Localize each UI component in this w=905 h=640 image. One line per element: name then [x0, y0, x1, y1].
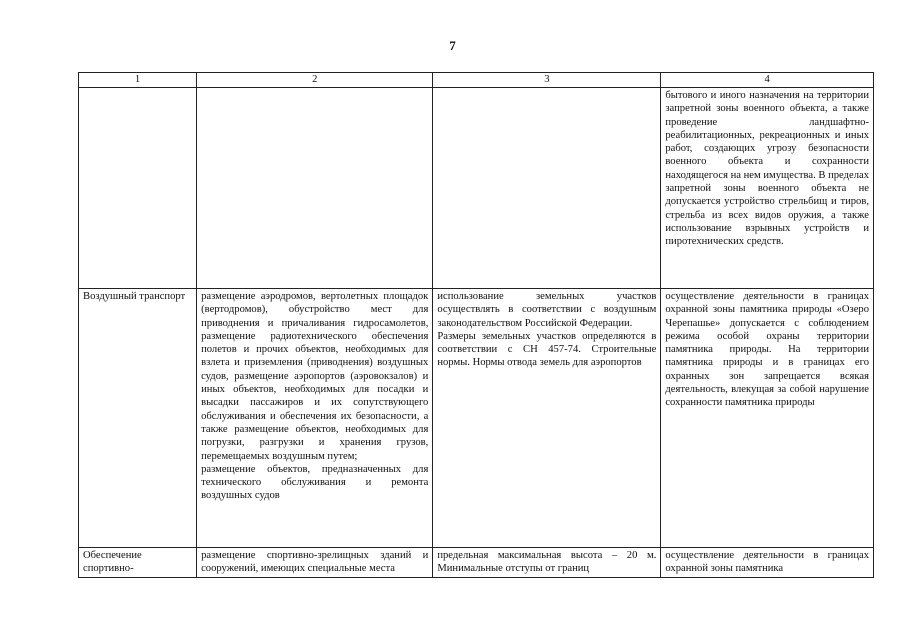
table-row-continuation [79, 88, 874, 289]
column-number: 4 [661, 73, 874, 88]
column-number: 2 [197, 73, 433, 88]
cell-use-type [79, 548, 197, 578]
permitted-use-text: размещение спортивно-зрелищных зданий и сооружений, имеющих специальные места [201, 550, 429, 575]
cell-parameters [433, 289, 661, 548]
parameters-text: использование земельных участков осуществлять в соответствии с воздушным законодательством Российской Федерации. [437, 291, 657, 329]
permitted-use-text: размещение аэродромов, вертолетных площадок (вертодромов), обустройство мест для приводнения и причаливания гидросамолетов, размещение радиотехнического обеспечения полетов и прочих объектов, необходимых для взлета и приземления (приводнения) воздушных судов, размещение аэропортов (аэровокзалов) и иных объектов, необходимых для посадки и высадки пассажиров и их сопутствующего обслуживания и обеспечения их безопасности, а также размещение объектов, необходимых для погрузки, разгрузки и хранения грузов, перемещаемых воздушным путем; [201, 291, 429, 462]
restriction-text: бытового и иного назначения на территории запретной зоны военного объекта, а также проведение ландшафтно-реабилитационных, рекреационных и иных работ, создающих угрозу безопасности военного объекта и сохранности находящегося на нем имущества. В пределах запретной зоны военного объекта не допускается устройство стрельбищ и тиров, стрельба из всех видов оружия, а также использование взрывных устройств и пиротехнических средств. [665, 90, 869, 248]
cell-parameters [433, 88, 661, 289]
cell-restrictions [661, 88, 874, 289]
cell-permitted-use [197, 88, 433, 289]
parameters-text: предельная максимальная высота – 20 м. Минимальные отступы от границ [437, 550, 657, 575]
cell-permitted-use [197, 548, 433, 578]
cell-permitted-use [197, 289, 433, 548]
page-number: 7 [449, 38, 456, 53]
cell-use-type [79, 88, 197, 289]
cell-parameters [433, 548, 661, 578]
column-number-row [79, 73, 874, 88]
restriction-text: осуществление деятельности в границах охранной зоны памятника природы «Озеро Черепашье» допускается с соблюдением режима особой охраны территории памятника природы. На территории памятника природы и в границах его охранных зон запрещается всякая деятельность, влекущая за собой нарушение сохранности памятника природы [665, 291, 869, 409]
table-row-air-transport [79, 289, 874, 548]
regulations-table [78, 72, 874, 578]
parameters-text: Размеры земельных участков определяются в соответствии с СН 457-74. Строительные нормы. Нормы отвода земель для аэропортов [437, 330, 657, 369]
permitted-use-text: размещение объектов, предназначенных для технического обслуживания и ремонта воздушных судов [201, 463, 429, 502]
column-number: 3 [433, 73, 661, 88]
cell-restrictions [661, 289, 874, 548]
table-row-sport [79, 548, 874, 578]
cell-restrictions [661, 548, 874, 578]
use-type-label: Воздушный транспорт [83, 291, 186, 302]
restriction-text: осуществление деятельности в границах охранной зоны памятника [665, 550, 869, 575]
column-number: 1 [79, 73, 197, 88]
cell-use-type [79, 289, 197, 548]
use-type-label: Обеспечение спортивно- [83, 550, 142, 575]
